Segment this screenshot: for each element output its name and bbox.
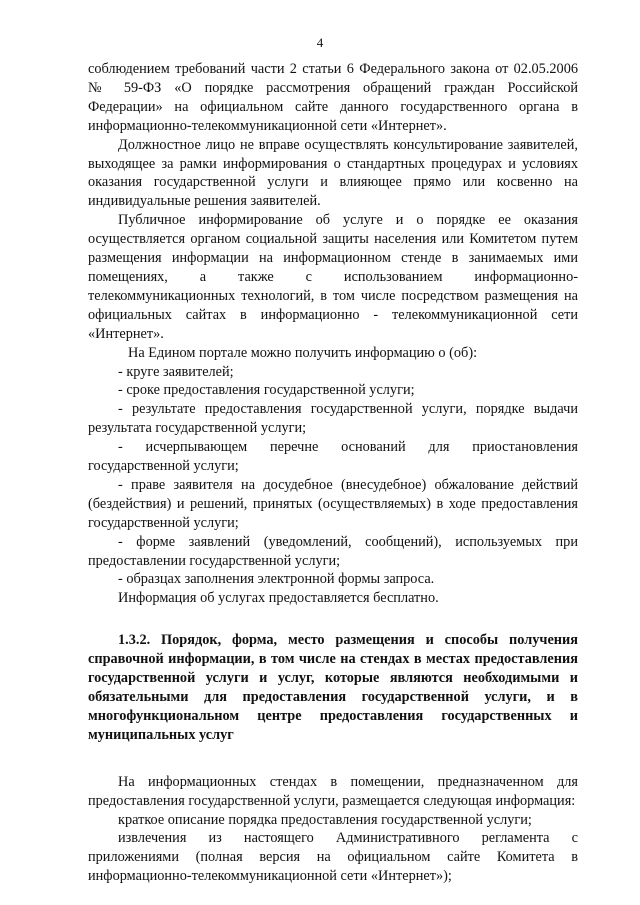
paragraph: Публичное информирование об услуге и о порядке ее оказания осуществляется органом социальной защиты населения или Комитетом путем размещения информации на информационном стенде в занимаемых ими помещениях, а также с использованием информационно-телекоммуникационных технологий, в том числе посредством размещения на официальных сайтах в информационно - телекоммуникационной сети «Интернет».	[88, 212, 578, 342]
page-number: 4	[316, 35, 324, 50]
paragraph: соблюдением требований части 2 статьи 6 Федерального закона от 02.05.2006 № 59-ФЗ «О порядке рассмотрения обращений граждан Российской Федерации» на официальном сайте данного государственного органа в информационно-телекоммуникационной сети «Интернет».	[88, 61, 578, 134]
section-heading-block	[88, 631, 578, 744]
paragraph: На информационных стендах в помещении, предназначенном для предоставления государственной услуги, размещается следующая информация:	[88, 773, 578, 809]
list-item: - праве заявителя на досудебное (внесудебное) обжалование действий (бездействия) и решений, принятых (осуществляемых) в ходе предоставления государственной услуги;	[88, 476, 578, 531]
list-item: - результате предоставления государственной услуги, порядке выдачи результата государственной услуги;	[88, 401, 578, 437]
list-item: - форме заявлений (уведомлений, сообщений), используемых при предоставлении государственной услуги;	[88, 533, 578, 569]
paragraph: Должностное лицо не вправе осуществлять консультирование заявителей, выходящее за рамки информирования о стандартных процедурах и условиях оказания государственной услуги и влияющее прямо или косвенно на индивидуальные решения заявителей.	[88, 136, 578, 210]
paragraph: извлечения из настоящего Административного регламента с приложениями (полная версия на официальном сайте Комитета в информационно-телекоммуникационной сети «Интернет»);	[88, 830, 578, 885]
list-item: - круге заявителей;	[118, 363, 234, 380]
list-item: - сроке предоставления государственной услуги;	[118, 382, 415, 399]
paragraph: Информация об услугах предоставляется бесплатно.	[118, 590, 439, 607]
document-body	[88, 60, 578, 886]
paragraph: На Едином портале можно получить информацию о (об):	[128, 344, 478, 361]
paragraph: краткое описание порядка предоставления государственной услуги;	[118, 811, 532, 828]
list-item: - исчерпывающем перечне оснований для приостановления государственной услуги;	[88, 439, 578, 475]
list-item: - образцах заполнения электронной формы запроса.	[118, 571, 435, 588]
section-heading: 1.3.2. Порядок, форма, место размещения и способы получения справочной информации, в том числе на стендах в местах предоставления государственной услуги и услуг, которые являются необходимыми и обязательными для предоставления государственной услуги, и в многофункциональном центре предоставления государственных и муниципальных услуг	[88, 632, 578, 743]
